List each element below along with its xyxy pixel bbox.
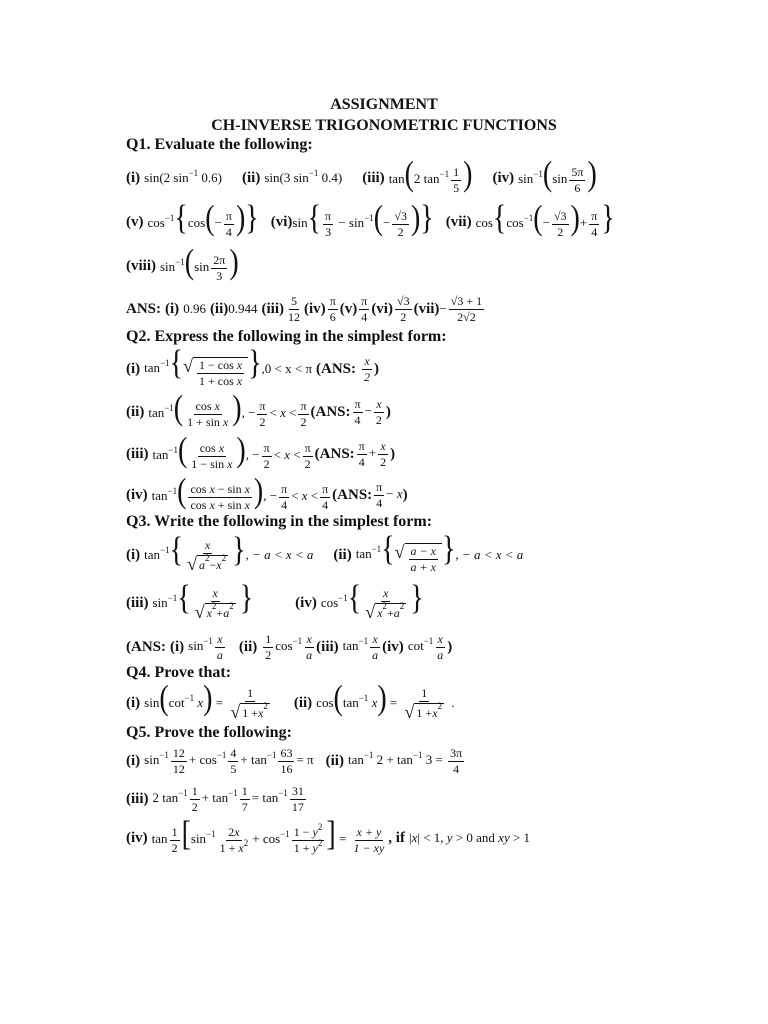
q3-expr-iii: $\sin^{-1}${ x √ x 2 + a 2 } — [152, 579, 254, 622]
q2-ans-iii: $\frac{\pi}{4}$ + $\frac{x}{2}$ — [358, 438, 387, 469]
q1-expr-viii: $\sin^{-1}(\sin$ $\frac{2\pi}{3}$ ) — [160, 243, 239, 283]
q1-expr-i: sin(2 $\sin^{-1} 0.6$) — [144, 168, 223, 185]
q1-expr-iv: $\sin^{-1}(\sin$ $\frac{5\pi}{6}$ ) — [518, 155, 597, 195]
q2-expr-i: $\tan^{-1}${ √ 1 − cos x 1 + cos x } — [144, 344, 262, 388]
q1-ans-prefix: ANS: — [126, 300, 162, 317]
q2-expr-ii: $\tan^{-1}$( $\frac{\text{cos x}}{\text{1 + sin x}}$ ), − $\frac{\pi}{2}$ < x < $\frac{\pi}{2}$ — [148, 389, 307, 429]
q3-range-ii: , − a < x < a — [455, 547, 524, 562]
q5-row2 — [126, 780, 308, 818]
q1-expr-vii: $\cos\{\cos^{-1}(-$ $\frac{√3}{2}$ )+ $\frac{\pi}{4}$ } — [475, 199, 615, 239]
q1-ans-label-vii: (vii) — [413, 300, 440, 317]
q1-ans-label-i: (i) — [165, 300, 180, 317]
q5-row1 — [126, 742, 466, 780]
q3-ans-iii: $\tan^{-1}$ $\frac{x}{a}$ — [342, 631, 379, 662]
q2-label-iii: (iii) — [126, 445, 149, 462]
q1-ans-label-vi: (vi) — [371, 300, 393, 317]
q1-label-iv: (iv) — [492, 169, 515, 186]
q2-ans-label-ii: (ANS: — [310, 403, 351, 420]
page-title: ASSIGNMENT — [330, 96, 438, 113]
q2-label-i: (i) — [126, 360, 141, 377]
q2-range-i: ,0 < x < π — [261, 361, 313, 376]
q3-label-iii: (iii) — [126, 594, 149, 611]
q1-label-ii: (ii) — [242, 169, 261, 186]
q1-ans-label-ii: (ii) — [209, 300, 229, 317]
q2-row-iii: (iii) $\tan^{-1}$( $\frac{\text{cos x}}{\text{1 − sin x}}$ ), − $\frac{\pi}{2}$ < x < $\frac{\pi}{2}$ (ANS: $\frac{\pi}{4}$ + $\frac{x}{2}$ ) — [126, 431, 396, 471]
q1-ans-label-iv: (iv) — [304, 300, 326, 317]
q3-label-iv: (iv) — [295, 594, 317, 611]
q5-expr-ii: $\tan^{-1} 2 + \tan^{-1} 3$ = $\frac{3\pi}{4}$ — [347, 745, 463, 776]
q1-expr-vi: sin{ $\frac{\pi}{3}$ − $\sin^{-1}(-$ $\frac{√3}{2}$ )} — [292, 199, 434, 239]
q1-label-i: (i) — [126, 169, 141, 186]
q3-range-i: , − a < x < a — [245, 547, 314, 562]
q4-expr-ii: $\cos(\tan^{-1}$ x) = 1 √ 1 + x 2 . — [316, 679, 455, 722]
q3-heading: Q3. Write the following in the simplest form: — [126, 513, 433, 530]
q2-row-ii: (ii) $\tan^{-1}$( $\frac{\text{cos x}}{\text{1 + sin x}}$ ), − $\frac{\pi}{2}$ < x < $\frac{\pi}{2}$ (ANS: $\frac{\pi}{4}$ − $\frac{x}{2}$ ) — [126, 389, 391, 429]
q1-label-vii: (vii) — [445, 213, 472, 230]
q1-label-viii: (viii) — [126, 257, 156, 274]
q1-label-v: (v) — [126, 213, 144, 230]
q1-ans-vii: $\frac{√3 + 1}{2√2}$ — [450, 293, 483, 324]
q1-ans-i: 0.96 — [183, 301, 206, 316]
q3-ans-label-ii: (ii) — [238, 638, 258, 655]
q5-expr-iii: 2 $\tan^{-1}$ $\frac{1}{2}$ + $\tan^{-1}$ $\frac{1}{7}$ = $\tan^{-1}$ $\frac{31}{17}$ — [152, 783, 304, 814]
q2-expr-iii: $\tan^{-1}$( $\frac{\text{cos x}}{\text{1 − sin x}}$ ), − $\frac{\pi}{2}$ < x < $\frac{\pi}{2}$ — [152, 431, 311, 471]
q2-ans-ii: $\frac{\pi}{4}$ − $\frac{x}{2}$ — [354, 396, 382, 427]
q5-expr-i: $\sin^{-1}$ $\frac{12}{12}$ + $\cos^{-1}$ $\frac{4}{5}$ + $\tan^{-1}$ $\frac{63}{16}$ = π — [144, 745, 314, 776]
q3-ans-label-iii: (iii) — [316, 638, 339, 655]
q1-ans-label-iii: (iii) — [261, 300, 285, 317]
q3-label-ii: (ii) — [333, 546, 352, 563]
q5-condition: |x| < 1, y > 0 and xy > 1 — [408, 830, 531, 845]
q3-label-i: (i) — [126, 546, 141, 563]
q5-if-word: , if — [388, 829, 405, 846]
q2-expr-iv: $\tan^{-1}$( $\frac{\text{cos x − sin x}}{\text{cos x + sin x}}$ ), − $\frac{\pi}{4}$ < x < $\frac{\pi}{4}$ — [151, 472, 329, 512]
q1-heading: Q1. Evaluate the following: — [126, 136, 313, 153]
q3-row2 — [126, 580, 424, 626]
q1-expr-ii: sin(3 $\sin^{-1} 0.4$) — [264, 168, 343, 185]
q4-row — [126, 679, 455, 724]
q1-ans-iii: 5 12 — [288, 293, 301, 324]
q2-ans-i: x 2 — [364, 353, 371, 384]
q5-row3 — [126, 816, 530, 860]
q3-ans-label: (ANS: — [126, 638, 166, 655]
q2-ans-iv: $\frac{\pi}{4}$ − x — [376, 479, 403, 510]
q1-ans-vi: √3 2 — [396, 293, 410, 324]
q5-label-iv: (iv) — [126, 829, 148, 846]
q1-row3 — [126, 243, 239, 286]
q1-ans-ii: 0.944 — [228, 301, 258, 316]
q3-expr-iv: $\cos^{-1}${ x √ x 2 + a 2 } — [320, 579, 424, 622]
q2-heading: Q2. Express the following in the simplest form: — [126, 328, 447, 345]
q4-heading: Q4. Prove that: — [126, 664, 232, 681]
q1-row2 — [126, 200, 615, 244]
q3-ans-label-i: (i) — [170, 638, 185, 655]
q4-expr-i: $\sin(\cot^{-1}$ x) = 1 √ 1 + x 2 — [144, 679, 268, 722]
q1-row1 — [126, 155, 597, 198]
q1-answers: ANS: (i) 0.96 (ii) 0.944 (iii) 5 12 (iv) π 6 (v) π 4 (vi) √3 2 (vii) − $\frac{√3 + 1}{2√2}$ — [126, 293, 483, 324]
q1-ans-iv: π 6 — [329, 293, 336, 324]
q3-expr-ii: $\tan^{-1}${ √ a − x a + x } — [355, 530, 456, 574]
q5-label-iii: (iii) — [126, 790, 149, 807]
q3-ans-i: $\sin^{-1}$ $\frac{x}{a}$ — [188, 631, 223, 662]
q5-label-ii: (ii) — [325, 752, 344, 769]
q5-heading: Q5. Prove the following: — [126, 724, 292, 741]
q3-row1 — [126, 532, 523, 578]
q1-ans-v: π 4 — [361, 293, 368, 324]
q2-row-i: (i) $\tan^{-1}${ √ 1 − cos x 1 + cos x } ,0 < x < π (ANS: x 2 ) — [126, 344, 380, 388]
chapter-title: CH-INVERSE TRIGONOMETRIC FUNCTIONS — [211, 117, 557, 134]
q2-label-iv: (iv) — [126, 486, 148, 503]
q2-ans-label-iv: (ANS: — [332, 486, 373, 503]
q3-answers: (ANS: (i) $\sin^{-1}$ $\frac{x}{a}$ (ii) $\frac{1}{2}$ $\cos^{-1}$ $\frac{x}{a}$ (iii) $\tan^{-1}$ $\frac{x}{a}$ (iv) $\cot^{-1}$ $\frac{x}{a}$ ) — [126, 631, 453, 662]
q1-ans-label-v: (v) — [339, 300, 358, 317]
q1-label-vi: (vi) — [270, 213, 293, 230]
q3-ans-ii: $\frac{1}{2}$ $\cos^{-1}$ $\frac{x}{a}$ — [265, 631, 313, 662]
q5-expr-iv: tan $\frac{1}{2}$ [$\sin^{-1}$ $\frac{2x}{1 + x^2}$ + $\cos^{-1}$ $\frac{1 - y^2}{1 + y^2}$ ] = $\frac{x + y}{1 - xy}$ — [151, 815, 385, 855]
q4-label-ii: (ii) — [293, 694, 313, 711]
q1-expr-iii: tan(2 $\tan^{-1}$ $\frac{1}{5}$ ) — [388, 155, 473, 195]
q3-ans-label-iv: (iv) — [382, 638, 404, 655]
q2-ans-label-i: (ANS: — [316, 360, 357, 377]
q2-row-iv: (iv) $\tan^{-1}$( $\frac{\text{cos x − sin x}}{\text{cos x + sin x}}$ ), − $\frac{\pi}{4}$ < x < $\frac{\pi}{4}$ (ANS: $\frac{\pi}{4}$ − x ) — [126, 472, 408, 512]
q3-ans-iv: $\cot^{-1}$ $\frac{x}{a}$ — [407, 631, 444, 662]
q4-label-i: (i) — [126, 694, 141, 711]
q2-label-ii: (ii) — [126, 403, 145, 420]
q2-ans-label-iii: (ANS: — [314, 445, 355, 462]
q5-label-i: (i) — [126, 752, 141, 769]
q1-label-iii: (iii) — [362, 169, 385, 186]
q3-expr-i: $\tan^{-1}${ x √ a 2 − x 2 } — [144, 531, 246, 574]
q1-expr-v: $\cos^{-1}\{\cos(-$ $\frac{\pi}{4}$ )} — [147, 199, 259, 239]
